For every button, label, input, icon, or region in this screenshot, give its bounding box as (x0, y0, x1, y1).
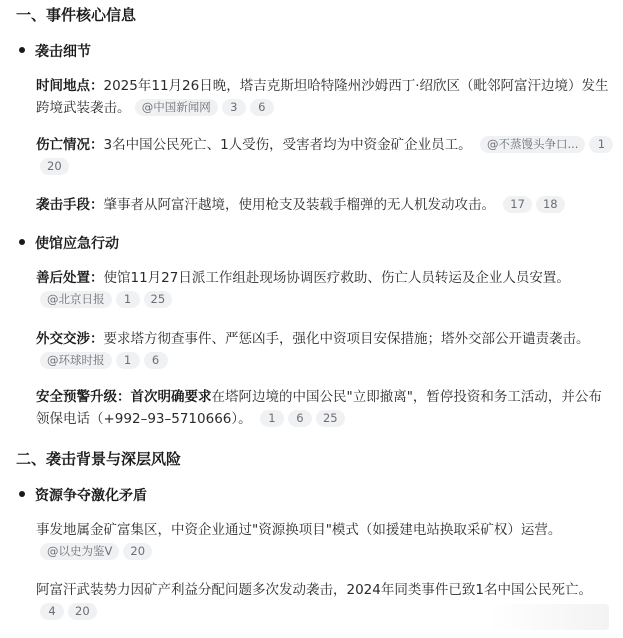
citation-chip[interactable]: 1 (116, 291, 140, 308)
source-chip[interactable]: @环球时报 (40, 352, 112, 369)
subsection-heading (19, 233, 119, 253)
bullet-icon (19, 47, 25, 53)
citation-chip[interactable]: 20 (68, 603, 97, 620)
paragraph-label: 伤亡情况： (36, 137, 104, 153)
paragraph-text: 肇事者从阿富汗越境，使用枪支及装载手榴弹的无人机发动攻击。 (103, 197, 495, 213)
paragraph (36, 194, 614, 216)
citation-chip[interactable]: 6 (288, 410, 312, 427)
paragraph-label: 善后处置： (36, 270, 104, 286)
source-chip[interactable]: @不蒸馒头争口... (480, 136, 585, 153)
bullet-icon (19, 491, 25, 497)
citation-chip[interactable]: 1 (260, 410, 284, 427)
paragraph-text: 阿富汗武装势力因矿产利益分配问题多次发动袭击，2024年同类事件已致1名中国公民死亡。 (36, 582, 592, 598)
paragraph (36, 267, 614, 311)
paragraph-label: 外交交涉： (36, 331, 104, 347)
citation-chip[interactable]: 3 (222, 99, 246, 116)
paragraph-emphasis: 首次明确要求 (130, 389, 212, 405)
paragraph-text: 事发地属金矿富集区，中资企业通过"资源换项目"模式（如援建电站换取采矿权）运营。 (36, 522, 562, 538)
citation-chip[interactable]: 18 (536, 196, 565, 213)
paragraph-text: 在塔阿边境的中国公民"立即撤离"，暂停投资和务工活动，并公布领保电话（+992–93–5710666）。 (36, 389, 602, 427)
subsection-title: 资源争夺激化矛盾 (35, 488, 147, 504)
section-heading: 一、事件核心信息 (16, 6, 137, 24)
citation-chip[interactable]: 6 (144, 352, 168, 369)
citation-chip[interactable]: 4 (40, 603, 64, 620)
paragraph (36, 386, 614, 430)
paragraph-label: 袭击手段： (36, 197, 104, 213)
citation-chip[interactable]: 25 (144, 291, 173, 308)
subsection-heading (19, 485, 147, 505)
paragraph (36, 519, 614, 563)
paragraph (36, 75, 614, 119)
citation-chip[interactable]: 20 (40, 158, 69, 175)
paragraph-text: 要求塔方彻查事件、严惩凶手，强化中资项目安保措施；塔外交部公开谴责袭击。 (103, 331, 590, 347)
source-chip[interactable]: @北京日报 (40, 291, 112, 308)
section-heading: 二、袭击背景与深层风险 (16, 450, 182, 468)
bullet-icon (19, 239, 25, 245)
citation-chip[interactable]: 25 (316, 410, 345, 427)
paragraph (36, 328, 614, 372)
citation-chip[interactable]: 20 (123, 543, 152, 560)
source-chip[interactable]: @以史为鉴V (40, 543, 119, 560)
subsection-heading (19, 41, 91, 61)
subsection-title: 使馆应急行动 (35, 236, 119, 252)
citation-chip[interactable]: 6 (250, 99, 274, 116)
citation-chip[interactable]: 1 (589, 136, 613, 153)
paragraph-text: 使馆11月27日派工作组赴现场协调医疗救助、伤亡人员转运及企业人员安置。 (103, 270, 570, 286)
citation-chip[interactable]: 1 (116, 352, 140, 369)
source-chip[interactable]: @中国新闻网 (135, 99, 218, 116)
paragraph-text: 2025年11月26日晚，塔吉克斯坦哈特隆州沙姆西丁·绍欣区（毗邻阿富汗边境）发生跨境武装袭击。 (36, 78, 609, 116)
paragraph (36, 134, 614, 178)
citation-chip[interactable]: 17 (503, 196, 532, 213)
paragraph-label: 安全预警升级： (36, 389, 131, 405)
paragraph-text: 3名中国公民死亡、1人受伤，受害者均为中资金矿企业员工。 (103, 137, 472, 153)
watermark (489, 604, 609, 630)
paragraph-label: 时间地点： (36, 78, 104, 94)
subsection-title: 袭击细节 (35, 44, 91, 60)
